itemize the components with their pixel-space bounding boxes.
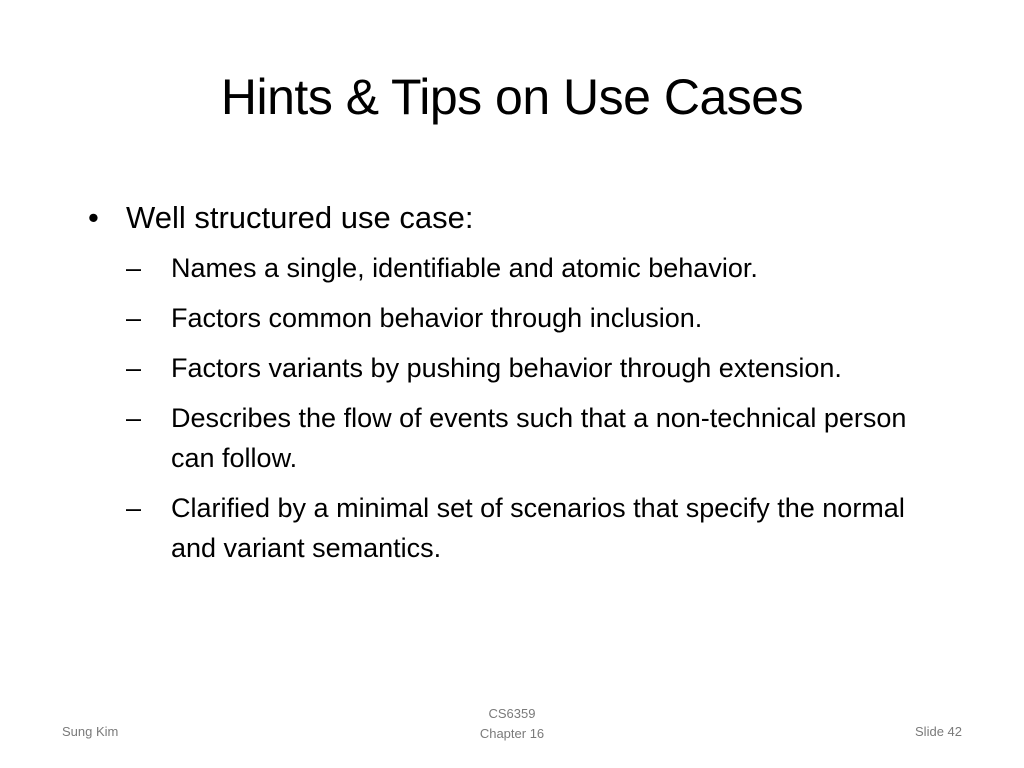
- sub-bullet-item: [126, 248, 944, 288]
- dash-marker: –: [126, 403, 142, 433]
- dash-marker: –: [126, 303, 142, 333]
- dash-marker: –: [126, 253, 142, 283]
- bullet-marker: •: [88, 200, 99, 235]
- footer-chapter: Chapter 16: [479, 726, 545, 741]
- sub-bullet-text: Factors common behavior through inclusion.: [171, 303, 703, 333]
- sub-bullet-item: [126, 298, 944, 338]
- slide-footer: [0, 702, 1024, 752]
- sub-bullet-item: [126, 488, 944, 568]
- footer-slide-number: Slide 42: [915, 724, 962, 739]
- sub-bullet-text: Names a single, identifiable and atomic behavior.: [171, 253, 758, 283]
- bullet-item: [84, 196, 944, 240]
- bullet-text: Well structured use case:: [126, 200, 474, 235]
- sub-bullet-list: [126, 248, 944, 568]
- dash-marker: –: [126, 493, 142, 523]
- sub-bullet-item: [126, 348, 944, 388]
- sub-bullet-text: Describes the flow of events such that a non-technical person can follow.: [171, 403, 907, 473]
- slide-content: [84, 196, 944, 578]
- footer-course: CS6359: [488, 706, 536, 721]
- slide-title: Hints & Tips on Use Cases: [220, 69, 804, 125]
- footer-author: Sung Kim: [62, 724, 119, 739]
- sub-bullet-text: Factors variants by pushing behavior through extension.: [171, 353, 842, 383]
- dash-marker: –: [126, 353, 142, 383]
- footer-course-info: [412, 704, 612, 744]
- sub-bullet-item: [126, 398, 944, 478]
- sub-bullet-text: Clarified by a minimal set of scenarios that specify the normal and variant semantics.: [171, 493, 905, 563]
